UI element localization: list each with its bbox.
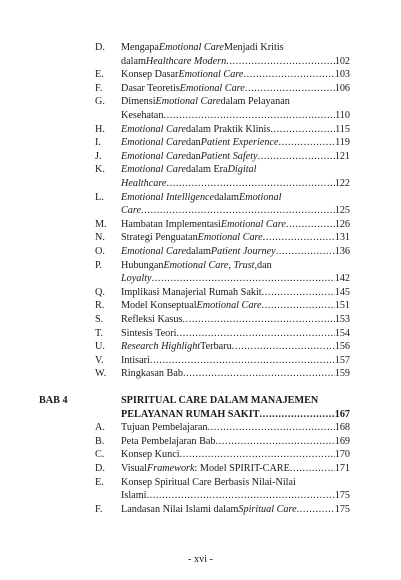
entry-text	[121, 299, 350, 313]
entry-text-segment: dalam Praktik Klinis	[186, 123, 271, 135]
entry-text	[121, 489, 350, 503]
entry-text-segment: Research Highlight	[121, 341, 201, 353]
toc-entry	[0, 41, 401, 55]
entry-text-segment: Framework	[147, 463, 195, 474]
entry-text-segment: Healthcare	[121, 178, 167, 189]
page-number-ref: 126	[334, 218, 350, 230]
entry-letter: I.	[95, 137, 101, 149]
entry-text	[121, 476, 350, 490]
entry-letter: B.	[95, 435, 105, 447]
entry-text-segment: Terbaru	[200, 341, 232, 353]
entry-text-segment: Peta Pembelajaran Bab	[121, 435, 216, 447]
entry-text-segment: Emotional Care	[121, 164, 186, 176]
entry-letter: G.	[95, 96, 105, 108]
toc-entry-continuation	[0, 272, 401, 286]
toc-entry-continuation	[0, 489, 401, 503]
dot-leader	[226, 55, 335, 69]
toc-entry	[0, 218, 401, 232]
entry-text	[121, 95, 350, 109]
entry-text	[121, 218, 350, 232]
chapter-label: BAB 4	[39, 395, 68, 406]
entry-text	[121, 41, 350, 55]
entry-text-segment: Emotional Care	[121, 137, 186, 149]
dot-leader	[245, 82, 335, 96]
toc-entry	[0, 82, 401, 96]
page-number-ref: 121	[334, 150, 350, 162]
entry-letter: J.	[95, 150, 102, 162]
entry-text	[121, 435, 350, 449]
page-number-ref: 102	[334, 55, 350, 67]
entry-text	[121, 448, 350, 462]
entry-letter: P.	[95, 259, 103, 271]
entry-text-segment: : Model SPIRIT-CARE	[194, 463, 290, 474]
entry-text-segment: dalam	[121, 55, 146, 67]
entry-text	[121, 191, 350, 205]
entry-letter: T.	[95, 327, 104, 339]
dot-leader	[176, 327, 334, 341]
entry-text-segment: Emotional Care	[121, 246, 186, 257]
toc-entry	[0, 327, 401, 341]
entry-text-segment: Landasan Nilai Islami dalam	[121, 503, 239, 515]
toc-entry	[0, 462, 401, 476]
dot-leader	[290, 462, 335, 476]
entry-text-segment: Konsep Spiritual Care Berbasis Nilai-Nilai	[121, 476, 296, 488]
toc-entry	[0, 163, 401, 177]
entry-text-segment: Emotional Care	[158, 42, 224, 53]
entry-letter: S.	[95, 314, 104, 325]
entry-letter: L.	[95, 191, 104, 203]
toc-entry	[0, 313, 401, 327]
entry-letter: F.	[95, 503, 103, 515]
entry-text-segment: Patient Journey	[210, 246, 276, 257]
page-number-ref: 168	[334, 422, 350, 434]
toc-entry	[0, 367, 401, 381]
toc-entry	[0, 136, 401, 150]
entry-text-segment: Dasar Teoretis	[121, 82, 180, 94]
entry-text-segment: Care	[121, 205, 141, 217]
entry-text-segment: dalam Pelayanan	[220, 96, 290, 108]
entry-text-segment: Mengapa	[121, 42, 159, 53]
entry-text-segment: Kesehatan	[121, 110, 164, 121]
entry-letter: N.	[95, 232, 105, 244]
dot-leader	[141, 204, 335, 218]
page-number-ref: 131	[334, 232, 350, 244]
entry-text-segment: Hubungan	[121, 259, 164, 271]
entry-letter: D.	[95, 463, 105, 474]
entry-text-segment: SPIRITUAL CARE DALAM MANAJEMEN	[121, 395, 319, 406]
toc-entry	[0, 231, 401, 245]
entry-text-segment: dalam Era	[186, 164, 228, 176]
dot-leader	[262, 286, 335, 300]
entry-letter: Q.	[95, 286, 105, 298]
entry-text-segment: Emotional Care	[196, 300, 262, 312]
entry-text-segment: Model Konseptual	[121, 300, 197, 312]
page-number-ref: 115	[335, 123, 350, 135]
chapter-heading-continuation	[0, 408, 401, 422]
toc-entry	[0, 286, 401, 300]
toc-entry	[0, 476, 401, 490]
toc-entry	[0, 421, 401, 435]
toc-entry	[0, 191, 401, 205]
dot-leader	[182, 313, 334, 327]
page-number-ref: 145	[334, 286, 350, 298]
entry-text-segment: Emotional Care	[121, 123, 186, 135]
page-number-ref: 136	[334, 246, 350, 257]
chapter-heading	[0, 394, 401, 408]
entry-letter: E.	[95, 69, 104, 81]
entry-letter: H.	[95, 123, 105, 135]
entry-text-segment: Emotional Care	[178, 69, 244, 81]
entry-text-segment: Emotional Care, Trust,	[163, 259, 258, 271]
entry-text-segment: Strategi Penguatan	[121, 232, 198, 244]
entry-letter: E.	[95, 476, 104, 488]
entry-text	[121, 408, 350, 422]
page-number-ref: 122	[334, 178, 350, 189]
entry-letter: K.	[95, 164, 105, 176]
entry-text-segment: dalam	[186, 246, 211, 257]
entry-text-segment: Digital	[227, 164, 257, 176]
entry-text	[121, 327, 350, 341]
entry-text	[121, 163, 350, 177]
dot-leader	[279, 136, 336, 150]
page-number-ref: 156	[334, 341, 350, 353]
entry-text-segment: Emotional Intelligence	[121, 191, 215, 203]
toc-entry-continuation	[0, 109, 401, 123]
entry-text	[121, 462, 350, 476]
entry-text-segment: Ringkasan Bab	[121, 368, 183, 380]
dot-leader	[166, 177, 334, 191]
dot-leader	[243, 68, 334, 82]
page-number-ref: 157	[334, 354, 350, 366]
dot-leader	[146, 489, 334, 503]
dot-leader	[163, 109, 335, 123]
entry-text-segment: Emotional Care	[220, 218, 286, 230]
entry-text	[121, 354, 350, 368]
entry-text-segment: Emotional Care	[121, 150, 186, 162]
toc-entry	[0, 299, 401, 313]
entry-letter: A.	[95, 422, 105, 434]
entry-text	[121, 231, 350, 245]
entry-text	[121, 394, 350, 408]
toc-entry	[0, 95, 401, 109]
entry-text	[121, 55, 350, 69]
entry-text-segment: dan	[186, 137, 201, 149]
entry-letter: R.	[95, 300, 105, 312]
entry-letter: F.	[95, 82, 103, 94]
page-number-ref: 151	[334, 300, 350, 312]
entry-text	[121, 123, 350, 137]
entry-text	[121, 136, 350, 150]
entry-text-segment: Implikasi Manajerial Rumah Sakit	[121, 286, 262, 298]
entry-text	[121, 286, 350, 300]
dot-leader	[262, 299, 335, 313]
dot-leader	[260, 408, 335, 422]
entry-text	[121, 421, 350, 435]
entry-text-segment: Emotional Care	[197, 232, 263, 244]
toc-entry-continuation	[0, 204, 401, 218]
entry-text-segment: Menjadi Kritis	[223, 42, 284, 53]
dot-leader	[258, 150, 335, 164]
toc-entry	[0, 354, 401, 368]
entry-text-segment: Emotional Care	[155, 96, 221, 108]
entry-text-segment: dan	[257, 259, 272, 271]
entry-text-segment: dalam	[214, 191, 239, 203]
entry-text	[121, 68, 350, 82]
dot-leader	[152, 272, 335, 286]
entry-text	[121, 259, 350, 273]
toc-entry	[0, 340, 401, 354]
entry-letter: M.	[95, 218, 107, 230]
entry-text-segment: Islami	[121, 490, 147, 502]
toc-entry	[0, 435, 401, 449]
entry-letter: C.	[95, 449, 105, 461]
entry-text-segment: Konsep Kunci	[121, 449, 180, 461]
toc-entry	[0, 448, 401, 462]
entry-text-segment: dan	[186, 150, 201, 162]
toc-entry	[0, 503, 401, 517]
page-number: - xvi -	[188, 554, 213, 565]
entry-text	[121, 204, 350, 218]
entry-text	[121, 272, 350, 286]
dot-leader	[232, 340, 335, 354]
toc-entry	[0, 150, 401, 164]
toc-entry	[0, 259, 401, 273]
dot-leader	[276, 245, 335, 259]
dot-leader	[286, 218, 335, 232]
dot-leader	[297, 503, 335, 517]
entry-text-segment: Hambatan Implementasi	[121, 218, 221, 230]
page-number-ref: 170	[334, 449, 350, 461]
entry-text	[121, 245, 350, 259]
entry-text	[121, 82, 350, 96]
page-number-ref: 142	[334, 273, 350, 285]
page-number-ref: 171	[334, 463, 350, 474]
entry-text	[121, 503, 350, 517]
entry-text-segment: Emotional	[238, 191, 282, 203]
dot-leader	[207, 421, 334, 435]
page-number-ref: 154	[334, 327, 350, 339]
page-number-ref: 169	[334, 435, 350, 447]
entry-text	[121, 109, 350, 123]
entry-text-segment: Konsep Dasar	[121, 69, 179, 81]
entry-text	[121, 150, 350, 164]
page-number-ref: 103	[334, 69, 350, 81]
page-number-ref: 125	[334, 205, 350, 217]
toc-entry	[0, 68, 401, 82]
dot-leader	[263, 231, 335, 245]
entry-letter: D.	[95, 42, 105, 53]
entry-text-segment: Tujuan Pembelajaran	[121, 422, 208, 434]
entry-text-segment: Loyalty	[121, 273, 152, 285]
entry-text-segment: PELAYANAN RUMAH SAKIT	[121, 408, 260, 420]
page-number-ref: 110	[335, 110, 350, 121]
dot-leader	[270, 123, 335, 137]
entry-text	[121, 177, 350, 191]
page-number-ref: 175	[334, 490, 350, 502]
toc-entry-continuation	[0, 177, 401, 191]
entry-text-segment: Sintesis Teori	[121, 327, 177, 339]
entry-text-segment: Patient Experience	[200, 137, 279, 149]
page-number-ref: 119	[335, 137, 350, 149]
page-number-ref: 106	[334, 82, 350, 94]
entry-text-segment: Refleksi Kasus	[121, 314, 183, 325]
entry-letter: U.	[95, 341, 105, 353]
entry-text-segment: Patient Safety	[200, 150, 258, 162]
entry-text	[121, 367, 350, 381]
page-number-ref: 167	[334, 408, 350, 420]
page-number-ref: 153	[334, 314, 350, 325]
entry-text-segment: Visual	[121, 463, 147, 474]
entry-text-segment: Intisari	[121, 354, 150, 366]
page-number-ref: 159	[334, 368, 350, 380]
dot-leader	[150, 354, 335, 368]
entry-letter: V.	[95, 354, 104, 366]
entry-letter: W.	[95, 368, 107, 380]
entry-text-segment: Emotional Care	[179, 82, 245, 94]
entry-text-segment: Spiritual Care	[238, 503, 297, 515]
toc-entry-continuation	[0, 55, 401, 69]
toc-entry	[0, 123, 401, 137]
entry-letter: O.	[95, 246, 105, 257]
entry-text	[121, 313, 350, 327]
entry-text-segment: Dimensi	[121, 96, 156, 108]
page-number-ref: 175	[334, 503, 350, 515]
dot-leader	[183, 367, 335, 381]
dot-leader	[180, 448, 335, 462]
entry-text-segment: Healthcare Modern	[145, 55, 227, 67]
toc-entry	[0, 245, 401, 259]
dot-leader	[215, 435, 334, 449]
entry-text	[121, 340, 350, 354]
